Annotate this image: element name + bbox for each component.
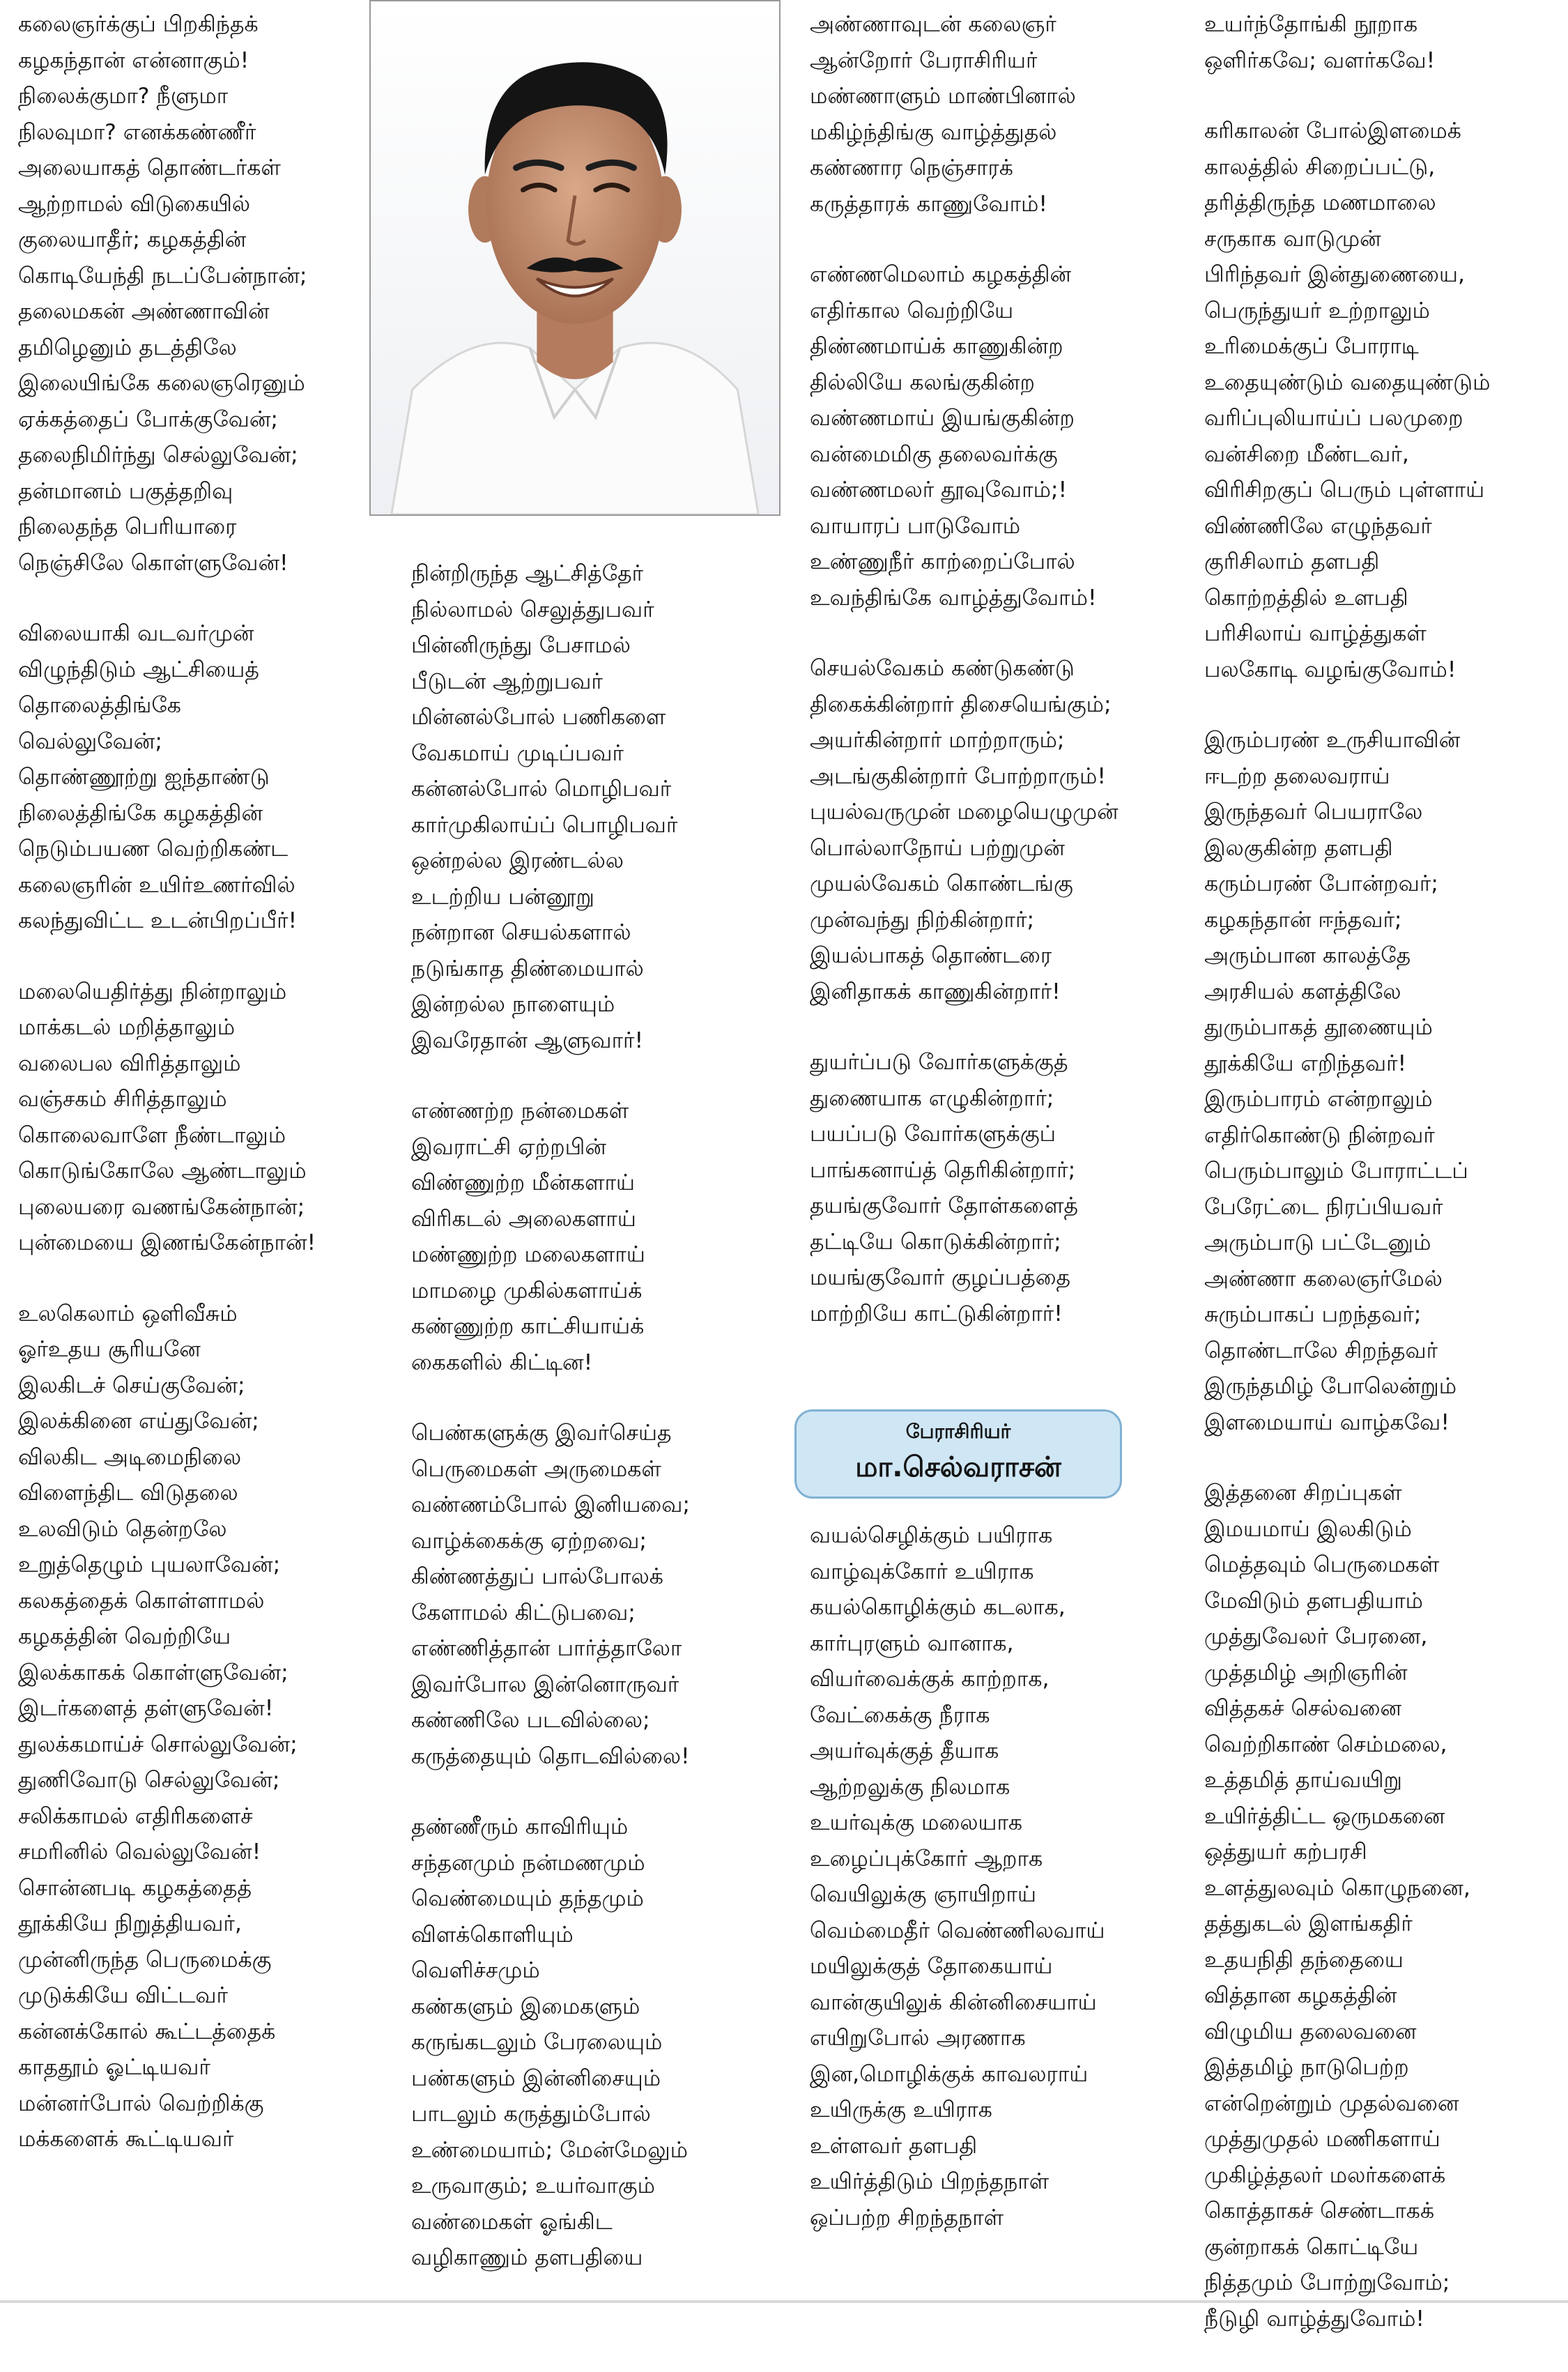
poem-line: முன்வந்து நிற்கின்றார்; [810,907,1035,933]
poem-line: கிண்ணத்துப் பால்போலக் [411,1564,663,1589]
stanza [411,1809,768,2277]
poem-line: கொற்றத்தில் உளபதி [1204,585,1408,611]
poem-line: காததூம் ஓட்டியவர் [18,2055,210,2080]
poem-line: கைகளில் கிட்டின! [411,1349,593,1375]
poem-line: அரசியல் களத்திலே [1204,979,1401,1004]
poem-line: சொன்னபடி கழகத்தைத் [18,1875,252,1901]
poem-line: உயிர்த்திட்ட ஒருமகனை [1204,1803,1445,1829]
stanza [1204,114,1560,688]
poem-line: நன்றான செயல்களால் [411,920,631,945]
poem-line: இமயமாய் இலகிடும் [1204,1516,1412,1542]
poem-line: சருகாக வாடுமுன் [1204,226,1381,252]
poem-line: கருத்தையும் தொடவில்லை! [411,1743,690,1769]
poem-line: இலகிடச் செய்குவேன்; [18,1372,245,1398]
stanza [18,616,374,940]
stanza [18,974,374,1262]
poem-line: புன்மையை இணங்கேன்நான்! [18,1230,316,1255]
poem-column-3-continued [810,1518,1172,2271]
poem-line: பெண்களுக்கு இவர்செய்த [411,1421,672,1446]
poem-line: ஓர்உதய சூரியனே [18,1337,201,1362]
poem-line: குன்றாகக் கொட்டியே [1204,2234,1419,2260]
poem-line: விரிசிறகுப் பெரும் புள்ளாய் [1204,477,1485,503]
poem-line: விலையாகி வடவர்முன் [18,621,254,646]
stanza [810,1518,1172,2236]
poem-column-1 [18,7,374,2193]
poem-line: கழகத்தின் வெற்றியே [18,1624,231,1649]
poem-line: அரும்பாடு பட்டேனும் [1204,1230,1431,1255]
poem-line: விரிகடல் அலைகளாய் [411,1206,636,1232]
poem-line: செயல்வேகம் கண்டுகண்டு [810,656,1075,681]
poem-line: ஏக்கத்தைப் போக்குவேன்; [18,406,279,432]
poem-line: பெருந்துயர் உற்றாலும் [1204,298,1430,323]
poem-line: தூக்கியே நிறுத்தியவர், [18,1911,242,1936]
poem-line: ஆற்றாமல் விடுகையில் [18,191,251,217]
poem-line: இத்தமிழ் நாடுபெற்ற [1204,2055,1409,2080]
poem-line: மயங்குவோர் குழப்பத்தை [810,1265,1071,1290]
poem-line: தத்துகடல் இளங்கதிர் [1204,1911,1413,1936]
poem-line: மக்களைக் கூட்டியவர் [18,2127,234,2152]
poem-line: மாற்றியே காட்டுகின்றார்! [810,1301,1063,1326]
poem-line: கொத்தாகச் செண்டாகக் [1204,2198,1435,2224]
poem-line: பெரும்பாலும் போராட்டப் [1204,1158,1468,1184]
poem-line: உதையுண்டும் வதையுண்டும் [1204,369,1491,395]
poem-line: இருந்தமிழ் போலென்றும் [1204,1374,1457,1399]
poem-line: எண்ணமெலாம் கழகத்தின் [810,262,1072,287]
poem-line: காலத்தில் சிறைப்பட்டு, [1204,154,1436,180]
poem-line: முத்துவேலர் பேரனை, [1204,1624,1428,1649]
poem-line: வெம்மைதீர் வெண்ணிலவாய் [810,1918,1105,1943]
poem-line: ஆற்றலுக்கு நிலமாக [810,1774,1010,1800]
poem-line: சுரும்பாகப் பறந்தவர்; [1204,1302,1422,1327]
poem-line: நெடும்பயண வெற்றிகண்ட [18,836,289,862]
poem-line: ஒன்றல்ல இரண்டல்ல [411,848,624,873]
poem-line: அண்ணா கலைஞர்மேல் [1204,1266,1443,1292]
poem-line: உரிமைக்குப் போராடி [1204,334,1419,359]
poem-line: கலைஞர்க்குப் பிறகிந்தக் [18,12,259,37]
poem-line: இலக்காகக் கொள்ளுவேன்; [18,1660,289,1685]
poem-line: மின்னல்போல் பணிகளை [411,705,666,730]
poem-line: வரிப்புலியாய்ப் பலமுறை [1204,406,1463,431]
poem-line: தில்லியே கலங்குகின்ற [810,369,1035,395]
poem-line: மெத்தவும் பெருமைகள் [1204,1552,1440,1577]
poem-line: முன்னிருந்த பெருமைக்கு [18,1947,272,1973]
poem-line: வேட்கைக்கு நீராக [810,1702,990,1728]
author-name: மா.செல்வராசன் [855,1451,1061,1483]
poem-line: துலக்கமாய்ச் சொல்லுவேன்; [18,1731,298,1757]
poem-line: மாக்கடல் மறித்தாலும் [18,1015,236,1040]
stanza [810,651,1172,1010]
poem-line: தலைமகன் அண்ணாவின் [18,299,270,324]
poem-line: கண்களும் இமைகளும் [411,1994,640,2019]
poem-line: உவந்திங்கே வாழ்த்துவோம்! [810,585,1097,611]
poem-line: எண்ணித்தான் பார்த்தாலோ [411,1636,682,1661]
poem-line: நிலைத்திங்கே கழகத்தின் [18,800,263,826]
poem-line: இளமையாய் வாழ்கவே! [1204,1409,1450,1435]
poem-line: மயிலுக்குத் தோகையாய் [810,1954,1053,1979]
poem-line: கண்ணார நெஞ்சாரக் [810,155,1013,181]
poem-line: இருந்தவர் பெயராலே [1204,799,1423,825]
poem-line: தொண்டாலே சிறந்தவர் [1204,1338,1438,1363]
poem-line: இரும்பரண் உருசியாவின் [1204,728,1461,753]
poem-line: உள்ளவர் தளபதி [810,2133,978,2159]
poem-line: வெயிலுக்கு ஞாயிறாய் [810,1882,1036,1907]
poem-line: விழுந்திடும் ஆட்சியைத் [18,657,259,682]
poem-line: பீடுடன் ஆற்றுபவர் [411,668,603,694]
poem-line: விளைந்திட விடுதலை [18,1480,238,1506]
poem-line: கழகந்தான் ஈந்தவர்; [1204,907,1402,933]
poem-line: கருங்கடலும் பேரலையும் [411,2030,663,2055]
poem-line: வயல்செழிக்கும் பயிராக [810,1523,1053,1548]
poem-line: மகிழ்ந்திங்கு வாழ்த்துதல் [810,119,1057,145]
poem-line: பண்களும் இன்னிசையும் [411,2065,661,2091]
poem-line: இயல்பாகத் தொண்டரை [810,943,1052,968]
poem-line: கண்ணுற்ற காட்சியாய்க் [411,1314,645,1339]
poem-line: தரித்திருந்த மணமாலை [1204,190,1436,215]
poem-line: பயப்படு வோர்களுக்குப் [810,1122,1056,1147]
poem-line: வண்ணமாய் இயங்குகின்ற [810,406,1075,431]
poem-line: விளக்கொளியும் [411,1922,574,1948]
poem-line: உத்தமித் தாய்வயிறு [1204,1768,1402,1793]
poem-line: தட்டியே கொடுக்கின்றார்; [810,1229,1061,1255]
poem-line: வெல்லுவேன்; [18,728,162,754]
poem-line: எண்ணற்ற நன்மைகள் [411,1099,629,1124]
poem-line: கழகந்தான் என்னாகும்! [18,47,249,73]
poem-line: அயர்வுக்குத் தீயாக [810,1738,999,1763]
poem-line: அண்ணாவுடன் கலைஞர் [810,12,1056,37]
poem-line: உருவாகும்; உயர்வாகும் [411,2173,655,2198]
poem-line: முகிழ்த்தலர் மலர்களைக் [1204,2162,1446,2188]
poem-line: திகைக்கின்றார் திசையெங்கும்; [810,691,1112,717]
poem-line: வாழ்வுக்கோர் உயிராக [810,1559,1034,1584]
poem-line: கொடுங்கோலே ஆண்டாலும் [18,1158,307,1184]
poem-line: வியர்வைக்குக் காற்றாக, [810,1667,1050,1692]
poem-line: கருத்தாரக் காணுவோம்! [810,191,1048,217]
poem-column-2 [411,556,768,2311]
poem-line: இனிதாகக் காணுகின்றார்! [810,979,1061,1004]
poem-line: பின்னிருந்து பேசாமல் [411,633,631,658]
poem-line: தமிழெனும் தடத்திலே [18,335,237,360]
poem-line: வெளிச்சமும் [411,1958,540,1983]
poem-line: உறுத்தெழும் புயலாவேன்; [18,1552,281,1577]
poem-line: உயிர்த்திடும் பிறந்தநாள் [810,2169,1050,2194]
stanza [810,257,1172,616]
poem-line: பிரிந்தவர் இன்துணையை, [1204,262,1465,287]
poem-line: தொலைத்திங்கே [18,693,181,718]
stanza [18,7,374,581]
stanza [1204,7,1560,79]
poem-line: குலையாதீர்; கழகத்தின் [18,227,247,252]
poem-column-3 [810,7,1172,1367]
poem-line: மன்னர்போல் வெற்றிக்கு [18,2090,264,2116]
poem-line: நித்தமும் போற்றுவோம்; [1204,2270,1450,2295]
poem-line: நின்றிருந்த ஆட்சித்தேர் [411,561,644,586]
poem-line: வன்மைமிகு தலைவர்க்கு [810,441,1058,467]
poem-line: பாடலும் கருத்தும்போல் [411,2102,651,2127]
poem-line: உலகெலாம் ஒளிவீசும் [18,1301,238,1326]
poem-line: நிலைதந்த பெரியாரை [18,514,237,540]
poem-line: இவரேதான் ஆளுவார்! [411,1027,644,1053]
author-title: பேராசிரியர் [905,1420,1011,1443]
poem-line: கலைஞரின் உயிர்உணர்வில் [18,872,295,898]
poem-line: ஒளிர்கவே; வளர்கவே! [1204,47,1436,73]
stanza [810,1045,1172,1332]
poem-line: நீடுழி வாழ்த்துவோம்! [1204,2306,1425,2332]
poem-line: துணையாக எழுகின்றார்; [810,1085,1054,1111]
poem-line: கன்னல்போல் மொழிபவர் [411,776,672,802]
poem-line: முத்துமுதல் மணிகளாய் [1204,2127,1440,2152]
poem-line: நெஞ்சிலே கொள்ளுவேன்! [18,550,289,576]
poem-line: அலையாகத் தொண்டர்கள் [18,155,281,181]
poem-line: பெருமைகள் அருமைகள் [411,1456,661,1482]
poem-line: உளத்துலவும் கொழுநனை, [1204,1875,1470,1901]
poem-line: அயர்கின்றார் மாற்றாரும்; [810,728,1065,753]
poem-line: பலகோடி வழங்குவோம்! [1204,657,1456,682]
poem-line: துணிவோடு செல்லுவேன்; [18,1768,280,1793]
poem-line: புயல்வருமுன் மழையெழுமுன் [810,799,1119,825]
poem-line: உயர்ந்தோங்கி நூறாக [1204,12,1418,37]
poem-line: மலையெதிர்த்து நின்றாலும் [18,979,287,1004]
author-byline [794,1409,1122,1499]
poem-line: முயல்வேகம் கொண்டங்கு [810,871,1073,896]
poem-line: கரும்பரண் போன்றவர்; [1204,871,1438,896]
poem-line: உண்ணுநீர் காற்றைப்போல் [810,549,1075,574]
poem-line: வான்குயிலுக் கின்னிசையாய் [810,1989,1097,2015]
poem-line: புலையரை வணங்கேன்நான்; [18,1194,305,1220]
poem-line: இன்றல்ல நாளையும் [411,992,615,1017]
poem-line: வாயாரப் பாடுவோம் [810,513,1021,539]
poem-line: வாழ்க்கைக்கு ஏற்றவை; [411,1528,647,1554]
stanza [411,1416,768,1775]
page-bottom-rule [0,2300,1568,2303]
poem-line: கரிகாலன் போல்இளமைக் [1204,118,1461,144]
portrait-photo [369,0,781,516]
poem-line: இலகுகின்ற தளபதி [1204,835,1393,861]
poem-line: பேரேட்டை நிரப்பியவர் [1204,1194,1443,1220]
poem-line: வித்தகச் செல்வனை [1204,1696,1402,1721]
poem-line: கார்புரளும் வானாக, [810,1630,1014,1656]
poem-line: வண்மைகள் ஓங்கிட [411,2209,613,2235]
poem-line: ஒத்துயர் கற்பரசி [1204,1839,1367,1865]
poem-line: வெண்மையும் தந்தமும் [411,1886,644,1911]
poem-line: மேவிடும் தளபதியாம் [1204,1588,1424,1614]
poem-line: நடுங்காத திண்மையால் [411,956,644,981]
poem-line: தொண்ணூற்று ஐந்தாண்டு [18,765,270,790]
poem-line: தூக்கியே எறிந்தவர்! [1204,1050,1407,1076]
poem-line: நில்லாமல் செலுத்துபவர் [411,597,654,622]
poem-line: உடற்றிய பன்னூறு [411,884,594,910]
poem-line: உயர்வுக்கு மலையாக [810,1810,1023,1835]
poem-line: மாமழை முகில்களாய்க் [411,1278,643,1303]
poem-line: தலைநிமிர்ந்து செல்லுவேன்; [18,443,298,468]
poem-line: சலிக்காமல் எதிரிகளைச் [18,1803,253,1829]
poem-line: வஞ்சகம் சிரித்தாலும் [18,1087,227,1112]
poem-line: என்றென்றும் முதல்வனை [1204,2090,1459,2116]
poem-line: மண்ணாளும் மாண்பினால் [810,84,1076,109]
poem-line: உண்மையாம்; மேன்மேலும் [411,2137,689,2163]
poem-line: எதிர்கொண்டு நின்றவர் [1204,1122,1435,1148]
poem-line: அடங்குகின்றார் போற்றாரும்! [810,763,1106,789]
stanza [1204,723,1560,1441]
poem-line: விலகிட அடிமைநிலை [18,1444,242,1470]
poem-line: வேகமாய் முடிப்பவர் [411,740,624,766]
poem-line: வண்ணமலர் தூவுவோம்;! [810,477,1068,503]
poem-line: கொடியேந்தி நடப்பேன்நான்; [18,263,307,289]
stanza [810,7,1172,222]
poem-line: இலக்கினை எய்துவேன்; [18,1409,259,1434]
poem-line: அரும்பான காலத்தே [1204,943,1411,968]
poem-line: இன,மொழிக்குக் காவலராய் [810,2061,1089,2087]
stanza [411,1094,768,1381]
poem-line: கலந்துவிட்ட உடன்பிறப்பீர்! [18,908,298,933]
poem-line: இரும்பாரம் என்றாலும் [1204,1087,1433,1112]
poem-line: வன்சிறை மீண்டவர், [1204,441,1409,467]
stanza [1204,1476,1560,2337]
poem-line: இடர்களைத் தள்ளுவேன்! [18,1696,274,1721]
poem-line: ஒப்பற்ற சிறந்தநாள் [810,2205,1004,2231]
poem-line: விண்ணிலே எழுந்தவர் [1204,513,1432,539]
poem-line: பாங்கனாய்த் தெரிகின்றார்; [810,1157,1076,1183]
poem-line: கண்ணிலே படவில்லை; [411,1708,650,1733]
poem-line: உலவிடும் தென்றலே [18,1516,227,1542]
poem-column-4 [1204,7,1560,2372]
poem-line: திண்ணமாய்க் காணுகின்ற [810,334,1063,359]
poem-line: பொல்லாநோய் பற்றுமுன் [810,835,1065,861]
poem-line: குரிசிலாம் தளபதி [1204,549,1380,574]
poem-line: வெற்றிகாண் செம்மலை, [1204,1731,1447,1757]
stanza [411,556,768,1059]
poem-line: துயர்ப்படு வோர்களுக்குத் [810,1050,1068,1075]
poem-line: உயிருக்கு உயிராக [810,2097,992,2122]
poem-line: தயங்குவோர் தோள்களைத் [810,1193,1079,1218]
poem-line: இத்தனை சிறப்புகள் [1204,1480,1402,1506]
poem-line: துரும்பாகத் தூணையும் [1204,1015,1433,1040]
poem-line: கேளாமல் கிட்டுபவை; [411,1600,636,1625]
poem-line: இவர்போல இன்னொருவர் [411,1671,679,1697]
poem-line: வண்ணம்போல் இனியவை; [411,1492,690,1517]
poem-line: இலையிங்கே கலைஞரெனும் [18,371,305,396]
poem-line: தண்ணீரும் காவிரியும் [411,1814,629,1839]
poem-line: முடுக்கியே விட்டவர் [18,1983,229,2008]
poem-line: உழைப்புக்கோர் ஆறாக [810,1846,1043,1872]
poem-line: கன்னக்கோல் கூட்டத்தைக் [18,2019,276,2044]
poem-line: கார்முகிலாய்ப் பொழிபவர் [411,812,678,838]
poem-line: உதயநிதி தந்தையை [1204,1947,1404,1973]
poem-line: சந்தனமும் நன்மணமும் [411,1850,645,1876]
poem-line: நிலைக்குமா? நீளுமா [18,84,229,109]
poem-line: விழுமிய தலைவனை [1204,2019,1417,2044]
poem-line: வழிகாணும் தளபதியை [411,2245,643,2270]
poem-line: ஈடற்ற தலைவராய் [1204,763,1390,789]
poem-line: நிலவுமா? எனக்கண்ணீர் [18,119,256,145]
poem-line: மண்ணுற்ற மலைகளாய் [411,1242,645,1267]
poem-line: கொலைவாளே நீண்டாலும் [18,1122,286,1148]
poem-line: இவராட்சி ஏற்றபின் [411,1134,606,1160]
poem-line: வலைபல விரித்தாலும் [18,1050,241,1076]
stanza [18,1296,374,2158]
poem-line: வித்தான கழகத்தின் [1204,1983,1397,2008]
poem-line: சமரினில் வெல்லுவேன்! [18,1839,261,1865]
poem-line: எதிர்கால வெற்றியே [810,298,1014,323]
poem-line: ஆன்றோர் பேராசிரியர் [810,47,1038,73]
poem-line: தன்மானம் பகுத்தறிவு [18,478,233,504]
poem-line: பரிசிலாய் வாழ்த்துகள் [1204,621,1427,646]
poem-line: முத்தமிழ் அறிஞரின் [1204,1660,1408,1685]
poem-line: கலகத்தைக் கொள்ளாமல் [18,1588,265,1614]
poem-line: விண்ணுற்ற மீன்களாய் [411,1170,636,1195]
poem-line: கயல்கொழிக்கும் கடலாக, [810,1595,1066,1620]
poem-line: எயிறுபோல் அரணாக [810,2026,1026,2051]
